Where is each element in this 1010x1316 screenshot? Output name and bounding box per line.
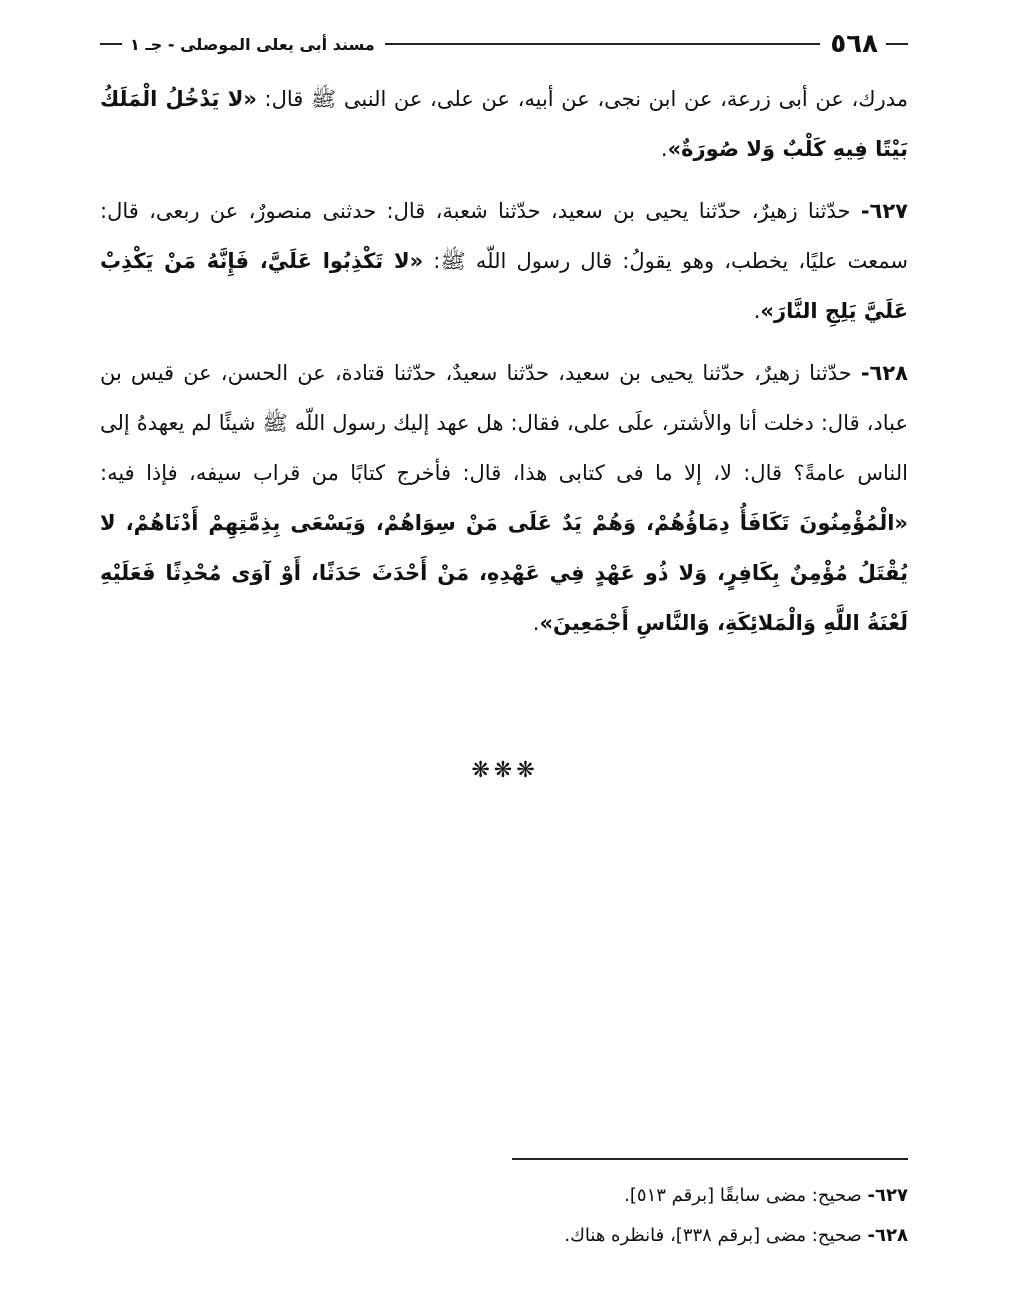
hadith-627 [100, 186, 908, 336]
hadith-quote: «لا يَدْخُلُ الْمَلَكُ بَيْتًا فِيهِ كَلْبٌ وَلا صُورَةٌ» [100, 87, 908, 161]
footnote-number: ٦٢٨- [867, 1225, 908, 1246]
hadith-quote: «الْمُؤْمِنُونَ تَكَافَأُ دِمَاؤُهُمْ، وَهُمْ يَدٌ عَلَى مَنْ سِوَاهُمْ، وَيَسْعَى بِذِمَّتِهِمْ أَدْنَاهُمْ، لا يُقْتَلُ مُؤْمِنٌ بِكَافِرٍ، وَلا ذُو عَهْدٍ فِي عَهْدِهِ، مَنْ أَحْدَثَ حَدَثًا، أَوْ آوَى مُحْدِثًا فَعَلَيْهِ لَعْنَةُ اللَّهِ وَالْمَلائِكَةِ، وَالنَّاسِ أَجْمَعِينَ» [100, 511, 908, 635]
paragraph-tail: . [660, 137, 668, 161]
footnote-text: صحيح: مضى [برقم ٣٣٨]، فانظره هناك. [564, 1225, 868, 1246]
paragraph-text: حدّثنا زهيرٌ، حدّثنا يحيى بن سعيد، حدّثنا سعيدٌ، حدّثنا قتادة، عن الحسن، عن قيس بن عباد، قال: دخلت أنا والأشتر، علَى على، فقال: هل عهد إليك رسول اللّه ﷺ شيئًا لم يعهدهُ إلى الناس عامةً؟ قال: لا، إلا ما فى كتابى هذا، قال: فأخرج كتابًا من قراب سيفه، فإذا فيه: [100, 361, 908, 485]
footnote-628 [300, 1216, 908, 1256]
hadith-628 [100, 348, 908, 648]
page-header [100, 24, 908, 64]
header-dash [100, 43, 122, 45]
paragraph-text: مدرك، عن أبى زرعة، عن ابن نجى، عن أبيه، عن على، عن النبى ﷺ قال: [256, 87, 909, 111]
hadith-number: ٦٢٨- [860, 361, 908, 385]
book-title: مسند أبى يعلى الموصلى - جـ ١ [130, 34, 375, 54]
hadith-number: ٦٢٧- [860, 199, 908, 223]
footnotes [300, 1176, 908, 1256]
section-separator: ❋❋❋ [471, 758, 539, 783]
paragraph-tail: . [753, 299, 761, 323]
header-rule [385, 43, 821, 45]
footnote-rule [512, 1158, 908, 1160]
header-dash [886, 43, 908, 45]
page-number: ٥٦٨ [830, 29, 878, 59]
footnote-number: ٦٢٧- [867, 1185, 908, 1206]
paragraph-tail: . [532, 611, 540, 635]
footnote-627 [300, 1176, 908, 1216]
paragraph-continuation [100, 74, 908, 174]
hadith-quote: «لا تَكْذِبُوا عَلَيَّ، فَإِنَّهُ مَنْ يَكْذِبْ عَلَيَّ يَلِجِ النَّارَ» [100, 249, 908, 323]
main-text [100, 74, 908, 660]
paragraph-text: حدّثنا زهيرٌ، حدّثنا يحيى بن سعيد، حدّثنا شعبة، قال: حدثنى منصورٌ، عن ربعى، قال: سمعت عليًا، يخطب، وهو يقولُ: قال رسول اللّه ﷺ: [100, 199, 908, 273]
footnote-text: صحيح: مضى سابقًا [برقم ٥١٣]. [624, 1185, 868, 1206]
